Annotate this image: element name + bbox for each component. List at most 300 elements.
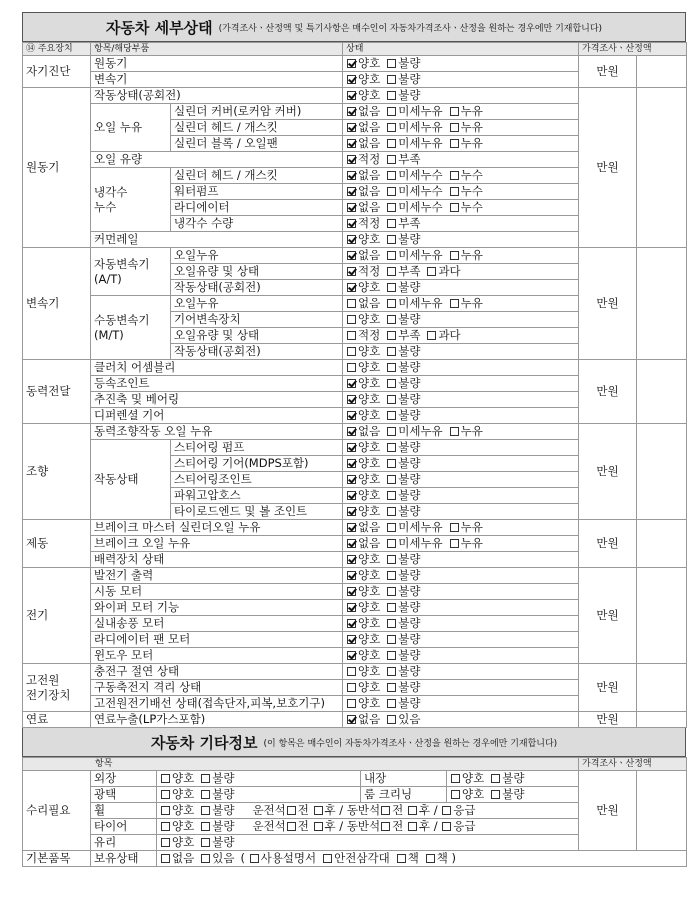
state-checkbox[interactable] bbox=[347, 107, 356, 116]
possession-none-checkbox[interactable] bbox=[161, 854, 170, 863]
interior-good-checkbox[interactable] bbox=[451, 774, 460, 783]
price-cell: 만원 bbox=[579, 664, 637, 712]
state-checkbox[interactable] bbox=[387, 491, 396, 500]
state-checkbox[interactable] bbox=[387, 715, 396, 724]
subitem-cell: 오일누유 bbox=[171, 296, 343, 312]
subitem-cell: 스티어링 기어(MDPS포함) bbox=[171, 456, 343, 472]
state-checkbox[interactable] bbox=[387, 427, 396, 436]
state-cell bbox=[343, 200, 579, 216]
state-checkbox[interactable] bbox=[347, 59, 356, 68]
state-checkbox[interactable] bbox=[450, 171, 459, 180]
wheel-passenger-front-checkbox[interactable] bbox=[381, 806, 390, 815]
state-checkbox[interactable] bbox=[387, 203, 396, 212]
wheel-emergency-checkbox[interactable] bbox=[442, 806, 451, 815]
state-option-label: 불량 bbox=[398, 88, 421, 102]
state-cell bbox=[343, 296, 579, 312]
state-cell bbox=[343, 680, 579, 696]
state-option-label: 양호 bbox=[358, 56, 381, 70]
tire-bad-checkbox[interactable] bbox=[201, 822, 210, 831]
item-cell: 커먼레일 bbox=[91, 232, 343, 248]
wheel-passenger-rear-checkbox[interactable] bbox=[408, 806, 417, 815]
state-checkbox[interactable] bbox=[450, 203, 459, 212]
state-checkbox[interactable] bbox=[450, 139, 459, 148]
state-option-label: 미세누유 bbox=[398, 136, 443, 150]
state-checkbox[interactable] bbox=[450, 107, 459, 116]
state-option-label: 불량 bbox=[398, 696, 421, 710]
state-cell bbox=[343, 520, 579, 536]
subitem-cell: 기어변속장치 bbox=[171, 312, 343, 328]
state-checkbox[interactable] bbox=[387, 539, 396, 548]
state-checkbox[interactable] bbox=[347, 699, 356, 708]
subitem-cell: 실린더 커버(로커암 커버) bbox=[171, 104, 343, 120]
state-option-label: 미세누수 bbox=[398, 184, 443, 198]
state-option-label: 양호 bbox=[358, 552, 381, 566]
item-cell: 구동축전지 격리 상태 bbox=[91, 680, 343, 696]
state-option-label: 없음 bbox=[358, 200, 381, 214]
state-option-label: 누수 bbox=[460, 168, 483, 182]
price-extra-cell bbox=[637, 88, 687, 248]
subitem-cell: 실린더 헤드 / 개스킷 bbox=[171, 120, 343, 136]
wheel-good-checkbox[interactable] bbox=[161, 806, 170, 815]
state-checkbox[interactable] bbox=[387, 139, 396, 148]
manual-checkbox[interactable] bbox=[250, 854, 259, 863]
state-option-label: 양호 bbox=[358, 632, 381, 646]
state-option-label: 양호 bbox=[358, 376, 381, 390]
exterior-good-checkbox[interactable] bbox=[161, 774, 170, 783]
state-checkbox[interactable] bbox=[387, 571, 396, 580]
detail-header-state: 상태 bbox=[343, 43, 579, 56]
state-option-label: 미세누유 bbox=[398, 520, 443, 534]
state-checkbox[interactable] bbox=[347, 123, 356, 132]
state-option-label: 양호 bbox=[358, 360, 381, 374]
price-extra-cell bbox=[637, 248, 687, 360]
state-checkbox[interactable] bbox=[387, 443, 396, 452]
state-checkbox[interactable] bbox=[347, 619, 356, 628]
other-note: (이 항목은 매수인이 자동차가격조사ㆍ산정을 원하는 경우에만 기재합니다) bbox=[263, 738, 558, 749]
item-cell: 작동상태(공회전) bbox=[91, 88, 343, 104]
state-checkbox[interactable] bbox=[387, 555, 396, 564]
state-option-label: 양호 bbox=[358, 696, 381, 710]
state-option-label: 양호 bbox=[358, 72, 381, 86]
state-checkbox[interactable] bbox=[347, 171, 356, 180]
state-checkbox[interactable] bbox=[347, 235, 356, 244]
state-checkbox[interactable] bbox=[347, 539, 356, 548]
item-cell: 원동기 bbox=[91, 56, 343, 72]
state-cell bbox=[343, 440, 579, 456]
state-checkbox[interactable] bbox=[387, 123, 396, 132]
state-cell bbox=[343, 232, 579, 248]
state-checkbox[interactable] bbox=[347, 299, 356, 308]
state-checkbox[interactable] bbox=[387, 75, 396, 84]
item-cell: 윈도우 모터 bbox=[91, 648, 343, 664]
state-checkbox[interactable] bbox=[387, 459, 396, 468]
state-option-label: 양호 bbox=[358, 232, 381, 246]
state-option-label: 미세누유 bbox=[398, 424, 443, 438]
state-option-label: 불량 bbox=[398, 680, 421, 694]
state-checkbox[interactable] bbox=[347, 267, 356, 276]
state-checkbox[interactable] bbox=[387, 699, 396, 708]
state-option-label: 없음 bbox=[358, 424, 381, 438]
category-cell: 제동 bbox=[23, 520, 91, 568]
state-option-label: 양호 bbox=[358, 440, 381, 454]
state-option-label: 부족 bbox=[398, 216, 421, 230]
state-checkbox[interactable] bbox=[387, 507, 396, 516]
other-header-price: 가격조사ㆍ산정액 bbox=[579, 758, 687, 771]
state-option-label: 양호 bbox=[358, 648, 381, 662]
item-cell: 오일 유량 bbox=[91, 152, 343, 168]
item-a-checkbox[interactable] bbox=[397, 854, 406, 863]
state-checkbox[interactable] bbox=[347, 347, 356, 356]
category-basic: 기본품목 bbox=[23, 851, 91, 867]
state-checkbox[interactable] bbox=[450, 123, 459, 132]
state-checkbox[interactable] bbox=[387, 171, 396, 180]
tire-passenger-rear-checkbox[interactable] bbox=[408, 822, 417, 831]
state-option-label: 누유 bbox=[460, 248, 483, 262]
state-option-label: 불량 bbox=[398, 360, 421, 374]
state-cell bbox=[343, 584, 579, 600]
subitem-cell: 스티어링 펌프 bbox=[171, 440, 343, 456]
state-checkbox[interactable] bbox=[387, 635, 396, 644]
state-checkbox[interactable] bbox=[387, 251, 396, 260]
state-checkbox[interactable] bbox=[387, 107, 396, 116]
state-checkbox[interactable] bbox=[347, 219, 356, 228]
state-checkbox[interactable] bbox=[347, 523, 356, 532]
subitem-cell: 라디에이터 bbox=[171, 200, 343, 216]
state-cell bbox=[343, 328, 579, 344]
item-cell: 발전기 출력 bbox=[91, 568, 343, 584]
state-checkbox[interactable] bbox=[387, 395, 396, 404]
state-option-label: 불량 bbox=[398, 552, 421, 566]
state-option-label: 미세누유 bbox=[398, 120, 443, 134]
polish-options: 양호 불량 bbox=[157, 787, 361, 803]
wheel-options: 양호 불량 운전석 전 후 / 동반석 전 후 / 응급 bbox=[157, 803, 579, 819]
subitem-cell: 워터펌프 bbox=[171, 184, 343, 200]
state-checkbox[interactable] bbox=[347, 427, 356, 436]
inspection-sheet bbox=[22, 12, 686, 867]
state-cell bbox=[343, 552, 579, 568]
exterior-options: 양호 불량 bbox=[157, 771, 361, 787]
label-tire: 타이어 bbox=[91, 819, 157, 835]
state-checkbox[interactable] bbox=[450, 427, 459, 436]
category-cell: 원동기 bbox=[23, 88, 91, 248]
state-checkbox[interactable] bbox=[387, 283, 396, 292]
state-checkbox[interactable] bbox=[387, 379, 396, 388]
state-option-label: 양호 bbox=[358, 664, 381, 678]
state-cell bbox=[343, 664, 579, 680]
room-cleaning-options: 양호 불량 bbox=[447, 787, 579, 803]
state-option-label: 불량 bbox=[398, 392, 421, 406]
wheel-driver-front-checkbox[interactable] bbox=[287, 806, 296, 815]
other-price: 만원 bbox=[579, 771, 637, 851]
state-checkbox[interactable] bbox=[387, 587, 396, 596]
subitem-cell: 실린더 블록 / 오일팬 bbox=[171, 136, 343, 152]
item-cell: 시동 모터 bbox=[91, 584, 343, 600]
state-option-label: 불량 bbox=[398, 616, 421, 630]
state-option-label: 있음 bbox=[398, 712, 421, 726]
item-cell: 와이퍼 모터 기능 bbox=[91, 600, 343, 616]
state-cell bbox=[343, 632, 579, 648]
state-cell bbox=[343, 280, 579, 296]
category-cell: 동력전달 bbox=[23, 360, 91, 424]
state-checkbox[interactable] bbox=[387, 475, 396, 484]
tire-good-checkbox[interactable] bbox=[161, 822, 170, 831]
item-cell: 등속조인트 bbox=[91, 376, 343, 392]
polish-bad-checkbox[interactable] bbox=[201, 790, 210, 799]
item-cell: 브레이크 오일 누유 bbox=[91, 536, 343, 552]
state-checkbox[interactable] bbox=[347, 491, 356, 500]
category-cell: 연료 bbox=[23, 712, 91, 728]
state-cell bbox=[343, 456, 579, 472]
state-checkbox[interactable] bbox=[347, 555, 356, 564]
room-cleaning-bad-checkbox[interactable] bbox=[491, 790, 500, 799]
subitem-cell: 스티어링조인트 bbox=[171, 472, 343, 488]
state-option-label: 없음 bbox=[358, 168, 381, 182]
state-cell bbox=[343, 184, 579, 200]
subitem-cell: 파워고압호스 bbox=[171, 488, 343, 504]
state-option-label: 부족 bbox=[398, 328, 421, 342]
price-cell: 만원 bbox=[579, 520, 637, 568]
item-b-checkbox[interactable] bbox=[426, 854, 435, 863]
state-option-label: 양호 bbox=[358, 280, 381, 294]
price-cell: 만원 bbox=[579, 248, 637, 360]
subitem-cell: 타이로드엔드 및 볼 조인트 bbox=[171, 504, 343, 520]
state-option-label: 불량 bbox=[398, 648, 421, 662]
label-wheel: 휠 bbox=[91, 803, 157, 819]
state-checkbox[interactable] bbox=[347, 379, 356, 388]
state-checkbox[interactable] bbox=[450, 539, 459, 548]
state-cell bbox=[343, 536, 579, 552]
state-checkbox[interactable] bbox=[347, 283, 356, 292]
state-checkbox[interactable] bbox=[387, 315, 396, 324]
state-option-label: 양호 bbox=[358, 344, 381, 358]
detail-title: 자동차 세부상태 bbox=[105, 18, 213, 37]
state-option-label: 없음 bbox=[358, 136, 381, 150]
room-cleaning-good-checkbox[interactable] bbox=[451, 790, 460, 799]
state-option-label: 불량 bbox=[398, 488, 421, 502]
state-option-label: 없음 bbox=[358, 536, 381, 550]
state-option-label: 양호 bbox=[358, 680, 381, 694]
state-checkbox[interactable] bbox=[387, 59, 396, 68]
state-option-label: 불량 bbox=[398, 664, 421, 678]
tire-emergency-checkbox[interactable] bbox=[442, 822, 451, 831]
item-cell: 디퍼렌셜 기어 bbox=[91, 408, 343, 424]
state-option-label: 양호 bbox=[358, 408, 381, 422]
label-glass: 유리 bbox=[91, 835, 157, 851]
state-checkbox[interactable] bbox=[347, 395, 356, 404]
price-cell: 만원 bbox=[579, 56, 637, 88]
state-checkbox[interactable] bbox=[347, 251, 356, 260]
state-checkbox[interactable] bbox=[450, 187, 459, 196]
subitem-cell: 오일유량 및 상태 bbox=[171, 264, 343, 280]
other-title-bar bbox=[22, 728, 686, 757]
state-option-label: 누유 bbox=[460, 520, 483, 534]
glass-good-checkbox[interactable] bbox=[161, 838, 170, 847]
detail-row bbox=[23, 248, 687, 264]
state-cell bbox=[343, 472, 579, 488]
state-option-label: 누수 bbox=[460, 200, 483, 214]
state-cell bbox=[343, 392, 579, 408]
state-option-label: 적정 bbox=[358, 328, 381, 342]
other-table bbox=[22, 757, 687, 867]
state-cell bbox=[343, 696, 579, 712]
state-checkbox[interactable] bbox=[387, 363, 396, 372]
state-checkbox[interactable] bbox=[347, 683, 356, 692]
state-option-label: 없음 bbox=[358, 520, 381, 534]
item-cell: 라디에이터 팬 모터 bbox=[91, 632, 343, 648]
state-option-label: 미세누유 bbox=[398, 536, 443, 550]
state-option-label: 미세누유 bbox=[398, 296, 443, 310]
state-checkbox[interactable] bbox=[347, 91, 356, 100]
state-cell bbox=[343, 120, 579, 136]
state-checkbox[interactable] bbox=[347, 459, 356, 468]
state-checkbox[interactable] bbox=[427, 331, 436, 340]
state-cell bbox=[343, 568, 579, 584]
wheel-driver-rear-checkbox[interactable] bbox=[314, 806, 323, 815]
state-checkbox[interactable] bbox=[387, 91, 396, 100]
tire-options: 양호 불량 운전석 전 후 / 동반석 전 후 / 응급 bbox=[157, 819, 579, 835]
state-cell bbox=[343, 248, 579, 264]
state-checkbox[interactable] bbox=[427, 267, 436, 276]
detail-header-main: ⑭ 주요장치 bbox=[23, 43, 91, 56]
detail-header-row bbox=[23, 43, 687, 56]
state-option-label: 부족 bbox=[398, 264, 421, 278]
triangle-checkbox[interactable] bbox=[323, 854, 332, 863]
state-cell bbox=[343, 504, 579, 520]
state-option-label: 불량 bbox=[398, 456, 421, 470]
state-option-label: 과다 bbox=[438, 264, 461, 278]
state-checkbox[interactable] bbox=[387, 523, 396, 532]
state-checkbox[interactable] bbox=[347, 667, 356, 676]
other-title: 자동차 기타정보 bbox=[150, 733, 258, 752]
possession-exists-checkbox[interactable] bbox=[201, 854, 210, 863]
tire-driver-rear-checkbox[interactable] bbox=[314, 822, 323, 831]
state-checkbox[interactable] bbox=[387, 219, 396, 228]
state-option-label: 누유 bbox=[460, 104, 483, 118]
state-checkbox[interactable] bbox=[347, 475, 356, 484]
polish-good-checkbox[interactable] bbox=[161, 790, 170, 799]
state-checkbox[interactable] bbox=[347, 715, 356, 724]
price-extra-cell bbox=[637, 56, 687, 88]
state-checkbox[interactable] bbox=[347, 651, 356, 660]
interior-options: 양호 불량 bbox=[447, 771, 579, 787]
state-checkbox[interactable] bbox=[387, 331, 396, 340]
state-checkbox[interactable] bbox=[347, 443, 356, 452]
state-option-label: 양호 bbox=[358, 584, 381, 598]
exterior-bad-checkbox[interactable] bbox=[201, 774, 210, 783]
state-checkbox[interactable] bbox=[387, 235, 396, 244]
price-extra-cell bbox=[637, 424, 687, 520]
item-cell: 클러치 어셈블리 bbox=[91, 360, 343, 376]
state-checkbox[interactable] bbox=[347, 187, 356, 196]
state-option-label: 누유 bbox=[460, 536, 483, 550]
state-checkbox[interactable] bbox=[347, 75, 356, 84]
item-cell: 동력조향작동 오일 누유 bbox=[91, 424, 343, 440]
state-checkbox[interactable] bbox=[387, 155, 396, 164]
state-checkbox[interactable] bbox=[347, 331, 356, 340]
item-cell: 작동상태 bbox=[91, 440, 171, 520]
category-cell: 전기 bbox=[23, 568, 91, 664]
item-cell: 연료누출(LP가스포함) bbox=[91, 712, 343, 728]
state-option-label: 불량 bbox=[398, 632, 421, 646]
state-option-label: 없음 bbox=[358, 296, 381, 310]
state-checkbox[interactable] bbox=[347, 587, 356, 596]
state-checkbox[interactable] bbox=[387, 267, 396, 276]
state-cell bbox=[343, 216, 579, 232]
label-exterior: 외장 bbox=[91, 771, 157, 787]
state-option-label: 양호 bbox=[358, 616, 381, 630]
state-cell bbox=[343, 376, 579, 392]
state-option-label: 없음 bbox=[358, 104, 381, 118]
state-checkbox[interactable] bbox=[387, 651, 396, 660]
state-checkbox[interactable] bbox=[387, 683, 396, 692]
state-checkbox[interactable] bbox=[347, 315, 356, 324]
detail-header-price: 가격조사ㆍ산정액 bbox=[579, 43, 687, 56]
state-checkbox[interactable] bbox=[387, 299, 396, 308]
state-checkbox[interactable] bbox=[347, 635, 356, 644]
state-checkbox[interactable] bbox=[347, 363, 356, 372]
state-option-label: 없음 bbox=[358, 712, 381, 726]
state-checkbox[interactable] bbox=[347, 155, 356, 164]
state-checkbox[interactable] bbox=[347, 139, 356, 148]
state-checkbox[interactable] bbox=[387, 411, 396, 420]
state-checkbox[interactable] bbox=[387, 187, 396, 196]
state-option-label: 양호 bbox=[358, 568, 381, 582]
subitem-cell: 작동상태(공회전) bbox=[171, 280, 343, 296]
state-checkbox[interactable] bbox=[347, 411, 356, 420]
state-checkbox[interactable] bbox=[347, 507, 356, 516]
state-cell bbox=[343, 136, 579, 152]
state-option-label: 누유 bbox=[460, 136, 483, 150]
item-cell: 추진축 및 베어링 bbox=[91, 392, 343, 408]
state-checkbox[interactable] bbox=[387, 667, 396, 676]
price-cell: 만원 bbox=[579, 424, 637, 520]
tire-passenger-front-checkbox[interactable] bbox=[381, 822, 390, 831]
price-cell: 만원 bbox=[579, 712, 637, 728]
state-checkbox[interactable] bbox=[347, 203, 356, 212]
state-checkbox[interactable] bbox=[450, 299, 459, 308]
state-option-label: 양호 bbox=[358, 312, 381, 326]
item-cell: 고전원전기배선 상태(접속단자,피복,보호기구) bbox=[91, 696, 343, 712]
state-cell bbox=[343, 488, 579, 504]
state-checkbox[interactable] bbox=[387, 603, 396, 612]
state-checkbox[interactable] bbox=[347, 603, 356, 612]
state-checkbox[interactable] bbox=[450, 251, 459, 260]
subitem-cell: 오일누유 bbox=[171, 248, 343, 264]
detail-row bbox=[23, 520, 687, 536]
detail-title-bar bbox=[22, 12, 686, 42]
state-option-label: 없음 bbox=[358, 120, 381, 134]
item-cell: 실내송풍 모터 bbox=[91, 616, 343, 632]
state-option-label: 없음 bbox=[358, 184, 381, 198]
interior-bad-checkbox[interactable] bbox=[491, 774, 500, 783]
wheel-bad-checkbox[interactable] bbox=[201, 806, 210, 815]
state-cell bbox=[343, 56, 579, 72]
state-option-label: 누수 bbox=[460, 184, 483, 198]
state-option-label: 미세누수 bbox=[398, 168, 443, 182]
state-option-label: 불량 bbox=[398, 472, 421, 486]
state-checkbox[interactable] bbox=[387, 619, 396, 628]
state-option-label: 양호 bbox=[358, 600, 381, 614]
tire-driver-front-checkbox[interactable] bbox=[287, 822, 296, 831]
item-cell: 변속기 bbox=[91, 72, 343, 88]
state-cell bbox=[343, 312, 579, 328]
state-checkbox[interactable] bbox=[387, 347, 396, 356]
state-cell bbox=[343, 424, 579, 440]
state-checkbox[interactable] bbox=[450, 523, 459, 532]
detail-row bbox=[23, 360, 687, 376]
glass-bad-checkbox[interactable] bbox=[201, 838, 210, 847]
state-checkbox[interactable] bbox=[347, 571, 356, 580]
